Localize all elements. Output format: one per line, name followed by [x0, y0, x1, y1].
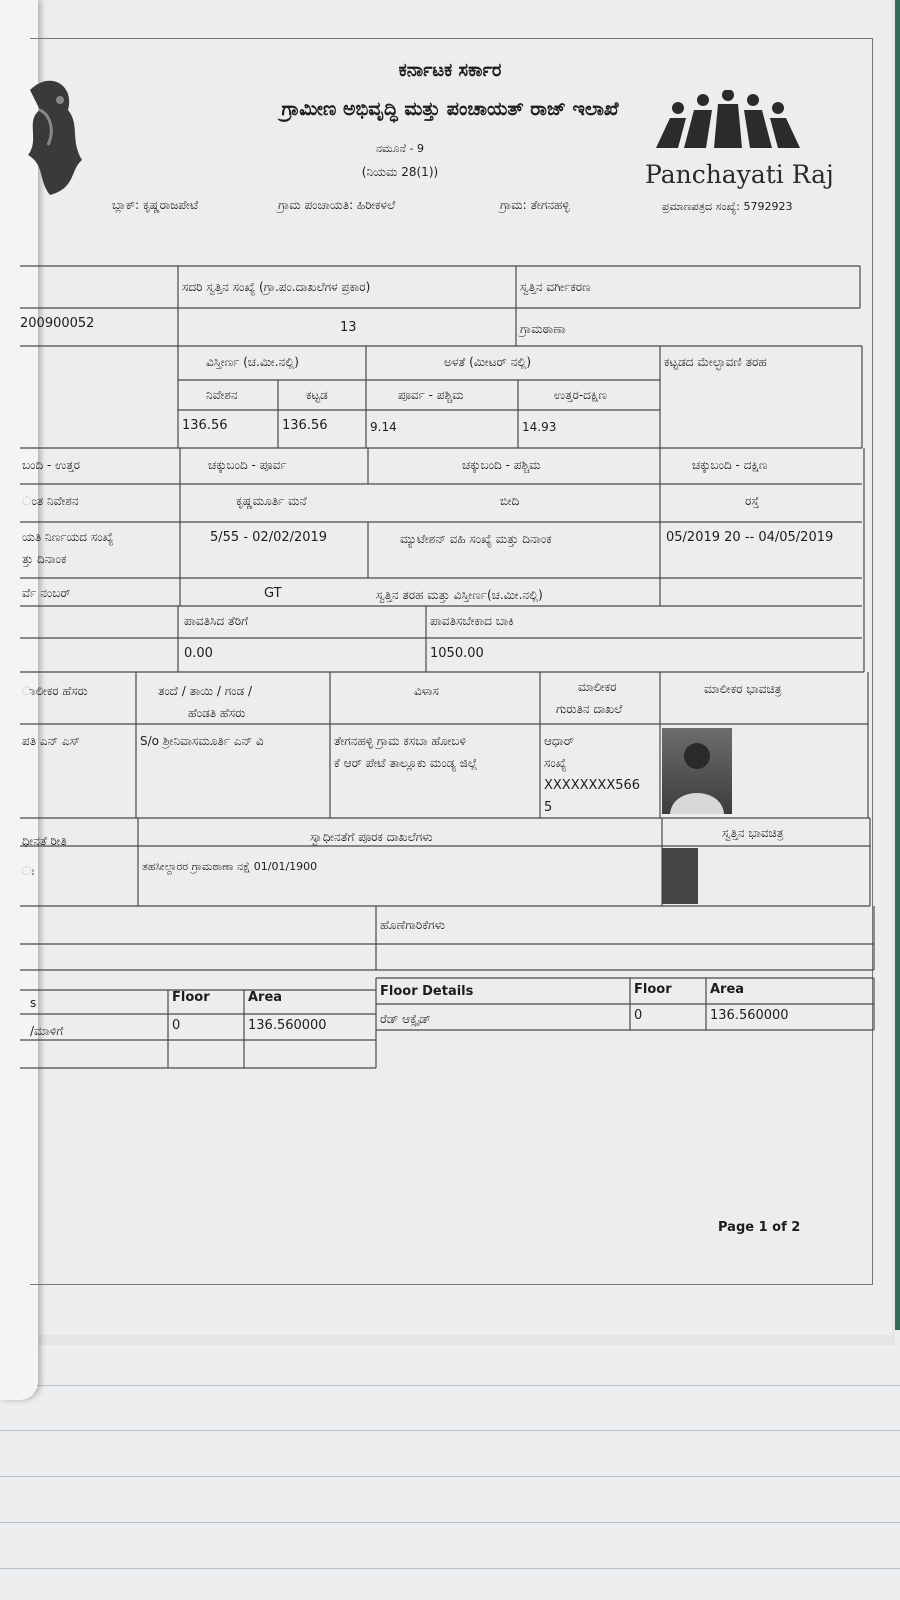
site-area: 136.56 [182, 418, 228, 433]
block-name: ಬ್ಲಾಕ್: ಕೃಷ್ಣರಾಜಪೇಟೆ [112, 198, 199, 212]
logo-text: Panchayati Raj [645, 160, 834, 189]
west-boundary-value: ಬೀದಿ [500, 494, 520, 508]
id-doc-number: XXXXXXXX566 [544, 778, 641, 793]
site-label: ನಿವೇಶನ [206, 388, 238, 402]
east-west-label: ಪೂರ್ವ - ಪಶ್ಚಿಮ [398, 388, 464, 402]
owner-name: ಪತಿ ಎನ್ ಎಸ್ [22, 734, 80, 748]
property-type-label: ಸ್ವತ್ತಿನ ತರಹ ಮತ್ತು ವಿಸ್ತೀರ್ಣ(ಚ.ಮೀ.ನಲ್ಲಿ) [376, 588, 543, 602]
area-label: ವಿಸ್ತೀರ್ಣ (ಚ.ಮೀ.ನಲ್ಲಿ) [206, 355, 299, 369]
possession-docs-label: ಸ್ವಾಧೀನತೆಗೆ ಪೂರಕ ದಾಖಲೆಗಳು [310, 830, 433, 844]
north-south-label: ಉತ್ತರ-ದಕ್ಷಿಣ [554, 388, 607, 402]
gram-panchayat-name: ಗ್ರಾಮ ಪಂಚಾಯತಿ: ಹಿರೀಕಳಲೆ [278, 198, 396, 212]
tax-paid-value: 0.00 [184, 646, 213, 661]
north-boundary-value: ಂತ ನಿವೇಶನ [22, 494, 79, 508]
roof-type-label: ಕಟ್ಟಡದ ಮೇಲ್ಛಾವಣಿ ತರಹ [664, 355, 767, 369]
west-boundary-label: ಚಕ್ಕುಬಂದಿ - ಪಶ್ಚಿಮ [462, 458, 541, 472]
resolution-value: 5/55 - 02/02/2019 [210, 530, 328, 545]
east-west-value: 9.14 [370, 420, 397, 434]
floor-type-header: s [30, 996, 37, 1010]
building-area: 136.56 [282, 418, 328, 433]
dimension-label: ಅಳತೆ (ಮೀಟರ್ ನಲ್ಲಿ) [444, 355, 532, 369]
north-south-value: 14.93 [522, 420, 557, 434]
address-line2: ಕೆ ಆರ್ ಪೇಟೆ ತಾಲ್ಲೂಕು ಮಂಡ್ಯ ಜಿಲ್ಲೆ [334, 756, 478, 770]
tax-due-label: ಪಾವತಿಸಬೇಕಾದ ಬಾಕಿ [430, 614, 514, 628]
floor-details-header: Floor Details [380, 984, 474, 999]
address-line1: ತೇಗನಹಳ್ಳಿ ಗ್ರಾಮ ಕಸಬಾ ಹೋಬಳಿ [334, 734, 466, 748]
owner-name-label: ಾಲೀಕರ ಹೆಸರು [22, 684, 88, 698]
address-label: ವಿಳಾಸ [414, 684, 439, 698]
survey-number-label: ರ್ವೆ ನಂಬರ್ [22, 586, 71, 600]
north-boundary-label: ಬಂದಿ - ಉತ್ತರ [22, 458, 80, 472]
east-boundary-value: ಕೃಷ್ಣಮೂರ್ತಿ ಮನೆ [236, 494, 307, 508]
south-boundary-value: ರಸ್ತೆ [745, 494, 760, 508]
property-number-label: ಸದರಿ ಸ್ವತ್ತಿನ ಸಂಖ್ಯೆ (ಗ್ರಾ.ಪಂ.ದಾಖಲೆಗಳ ಪ್ರಕಾರ) [182, 280, 371, 294]
tax-paid-label: ಪಾವತಿಸಿದ ತೆರಿಗೆ [184, 614, 249, 628]
property-photo-label: ಸ್ವತ್ತಿನ ಭಾವಚಿತ್ರ [722, 826, 784, 840]
id-doc-label-line1: ಮಾಲೀಕರ [578, 680, 617, 694]
certificate-number: ಪ್ರಮಾಣಪತ್ರದ ಸಂಖ್ಯೆ: 5792923 [662, 200, 793, 213]
floor-header-right: Floor [634, 982, 672, 997]
liabilities-label: ಹೊಣೆಗಾರಿಕೆಗಳು [380, 918, 445, 932]
header-government: ಕರ್ನಾಟಕ ಸರ್ಕಾರ [398, 60, 502, 81]
header-form-number: ನಮೂನೆ - 9 [375, 142, 425, 155]
id-doc-type: ಆಧಾರ್ [544, 734, 575, 748]
village-name: ಗ್ರಾಮ: ತೇಗನಹಳ್ಳಿ [500, 198, 570, 212]
area-header-left: Area [248, 990, 283, 1005]
mutation-value: 05/2019 20 -- 04/05/2019 [666, 530, 834, 545]
east-boundary-label: ಚಕ್ಕುಬಂದಿ - ಪೂರ್ವ [208, 458, 287, 472]
possession-mode-value: ಃ [22, 864, 35, 878]
floor-header-left: Floor [172, 990, 210, 1005]
person-photo-icon [662, 728, 732, 814]
building-label: ಕಟ್ಟಡ [306, 388, 328, 402]
parent-name-label-line1: ತಂದೆ / ತಾಯಿ / ಗಂಡ / [158, 684, 253, 698]
floor-value-left: 0 [172, 1018, 181, 1033]
area-value-left: 136.560000 [248, 1018, 327, 1033]
area-header-right: Area [710, 982, 745, 997]
south-boundary-label: ಚಕ್ಕುಬಂದಿ - ದಕ್ಷಿಣ [692, 458, 768, 472]
floor-detail-value: ರೆಡ್ ಆಕ್ಸೈಡ್ [380, 1012, 431, 1026]
id-doc-number-tail: 5 [544, 800, 553, 815]
page-number: Page 1 of 2 [718, 1220, 801, 1235]
floor-type-value-left: /ಮಾಳಿಗೆ [30, 1024, 64, 1038]
id-doc-label-line2: ಗುರುತಿನ ದಾಖಲೆ [556, 702, 623, 716]
owner-photo [662, 728, 732, 814]
parent-name-label-line2: ಹೆಂಡತಿ ಹೆಸರು [188, 706, 246, 720]
property-id: 200900052 [20, 316, 95, 331]
possession-mode-label: ಧೀನತೆ ರೀತಿ [22, 834, 67, 848]
mutation-label: ಮ್ಯುಟೇಶನ್ ವಹಿ ಸಂಖ್ಯೆ ಮತ್ತು ದಿನಾಂಕ [400, 532, 552, 546]
header-rule: (ನಿಯಮ 28(1)) [361, 165, 439, 179]
possession-docs-value: ತಹಸೀಲ್ದಾರರ ಗ್ರಾಮಠಾಣಾ ನಕ್ಷೆ 01/01/1900 [142, 860, 318, 873]
property-classification: ಗ್ರಾಮಠಾಣಾ [520, 322, 566, 336]
owner-photo-label: ಮಾಲೀಕರ ಭಾವಚಿತ್ರ [704, 682, 782, 696]
floor-value-right: 0 [634, 1008, 643, 1023]
header-department: ಗ್ರಾಮೀಣ ಅಭಿವೃದ್ಧಿ ಮತ್ತು ಪಂಚಾಯತ್ ರಾಜ್ ಇಲಾಖೆ [281, 98, 619, 120]
parent-name: S/o ಶ್ರೀನಿವಾಸಮೂರ್ತಿ ಎನ್ ವಿ [140, 734, 264, 748]
area-value-right: 136.560000 [710, 1008, 789, 1023]
property-number: 13 [340, 320, 357, 335]
survey-number-value: GT [264, 586, 282, 601]
resolution-label-line1: ಯತಿ ನಿರ್ಣಯದ ಸಂಖ್ಯೆ [22, 530, 114, 544]
id-doc-number-label: ಸಂಖ್ಯೆ [544, 756, 567, 770]
resolution-label-line2: ತ್ತು ದಿನಾಂಕ [22, 552, 67, 566]
property-photo [662, 848, 698, 904]
property-class-label: ಸ್ವತ್ತಿನ ವರ್ಗೀಕರಣ [520, 280, 591, 294]
tax-due-value: 1050.00 [430, 646, 484, 661]
